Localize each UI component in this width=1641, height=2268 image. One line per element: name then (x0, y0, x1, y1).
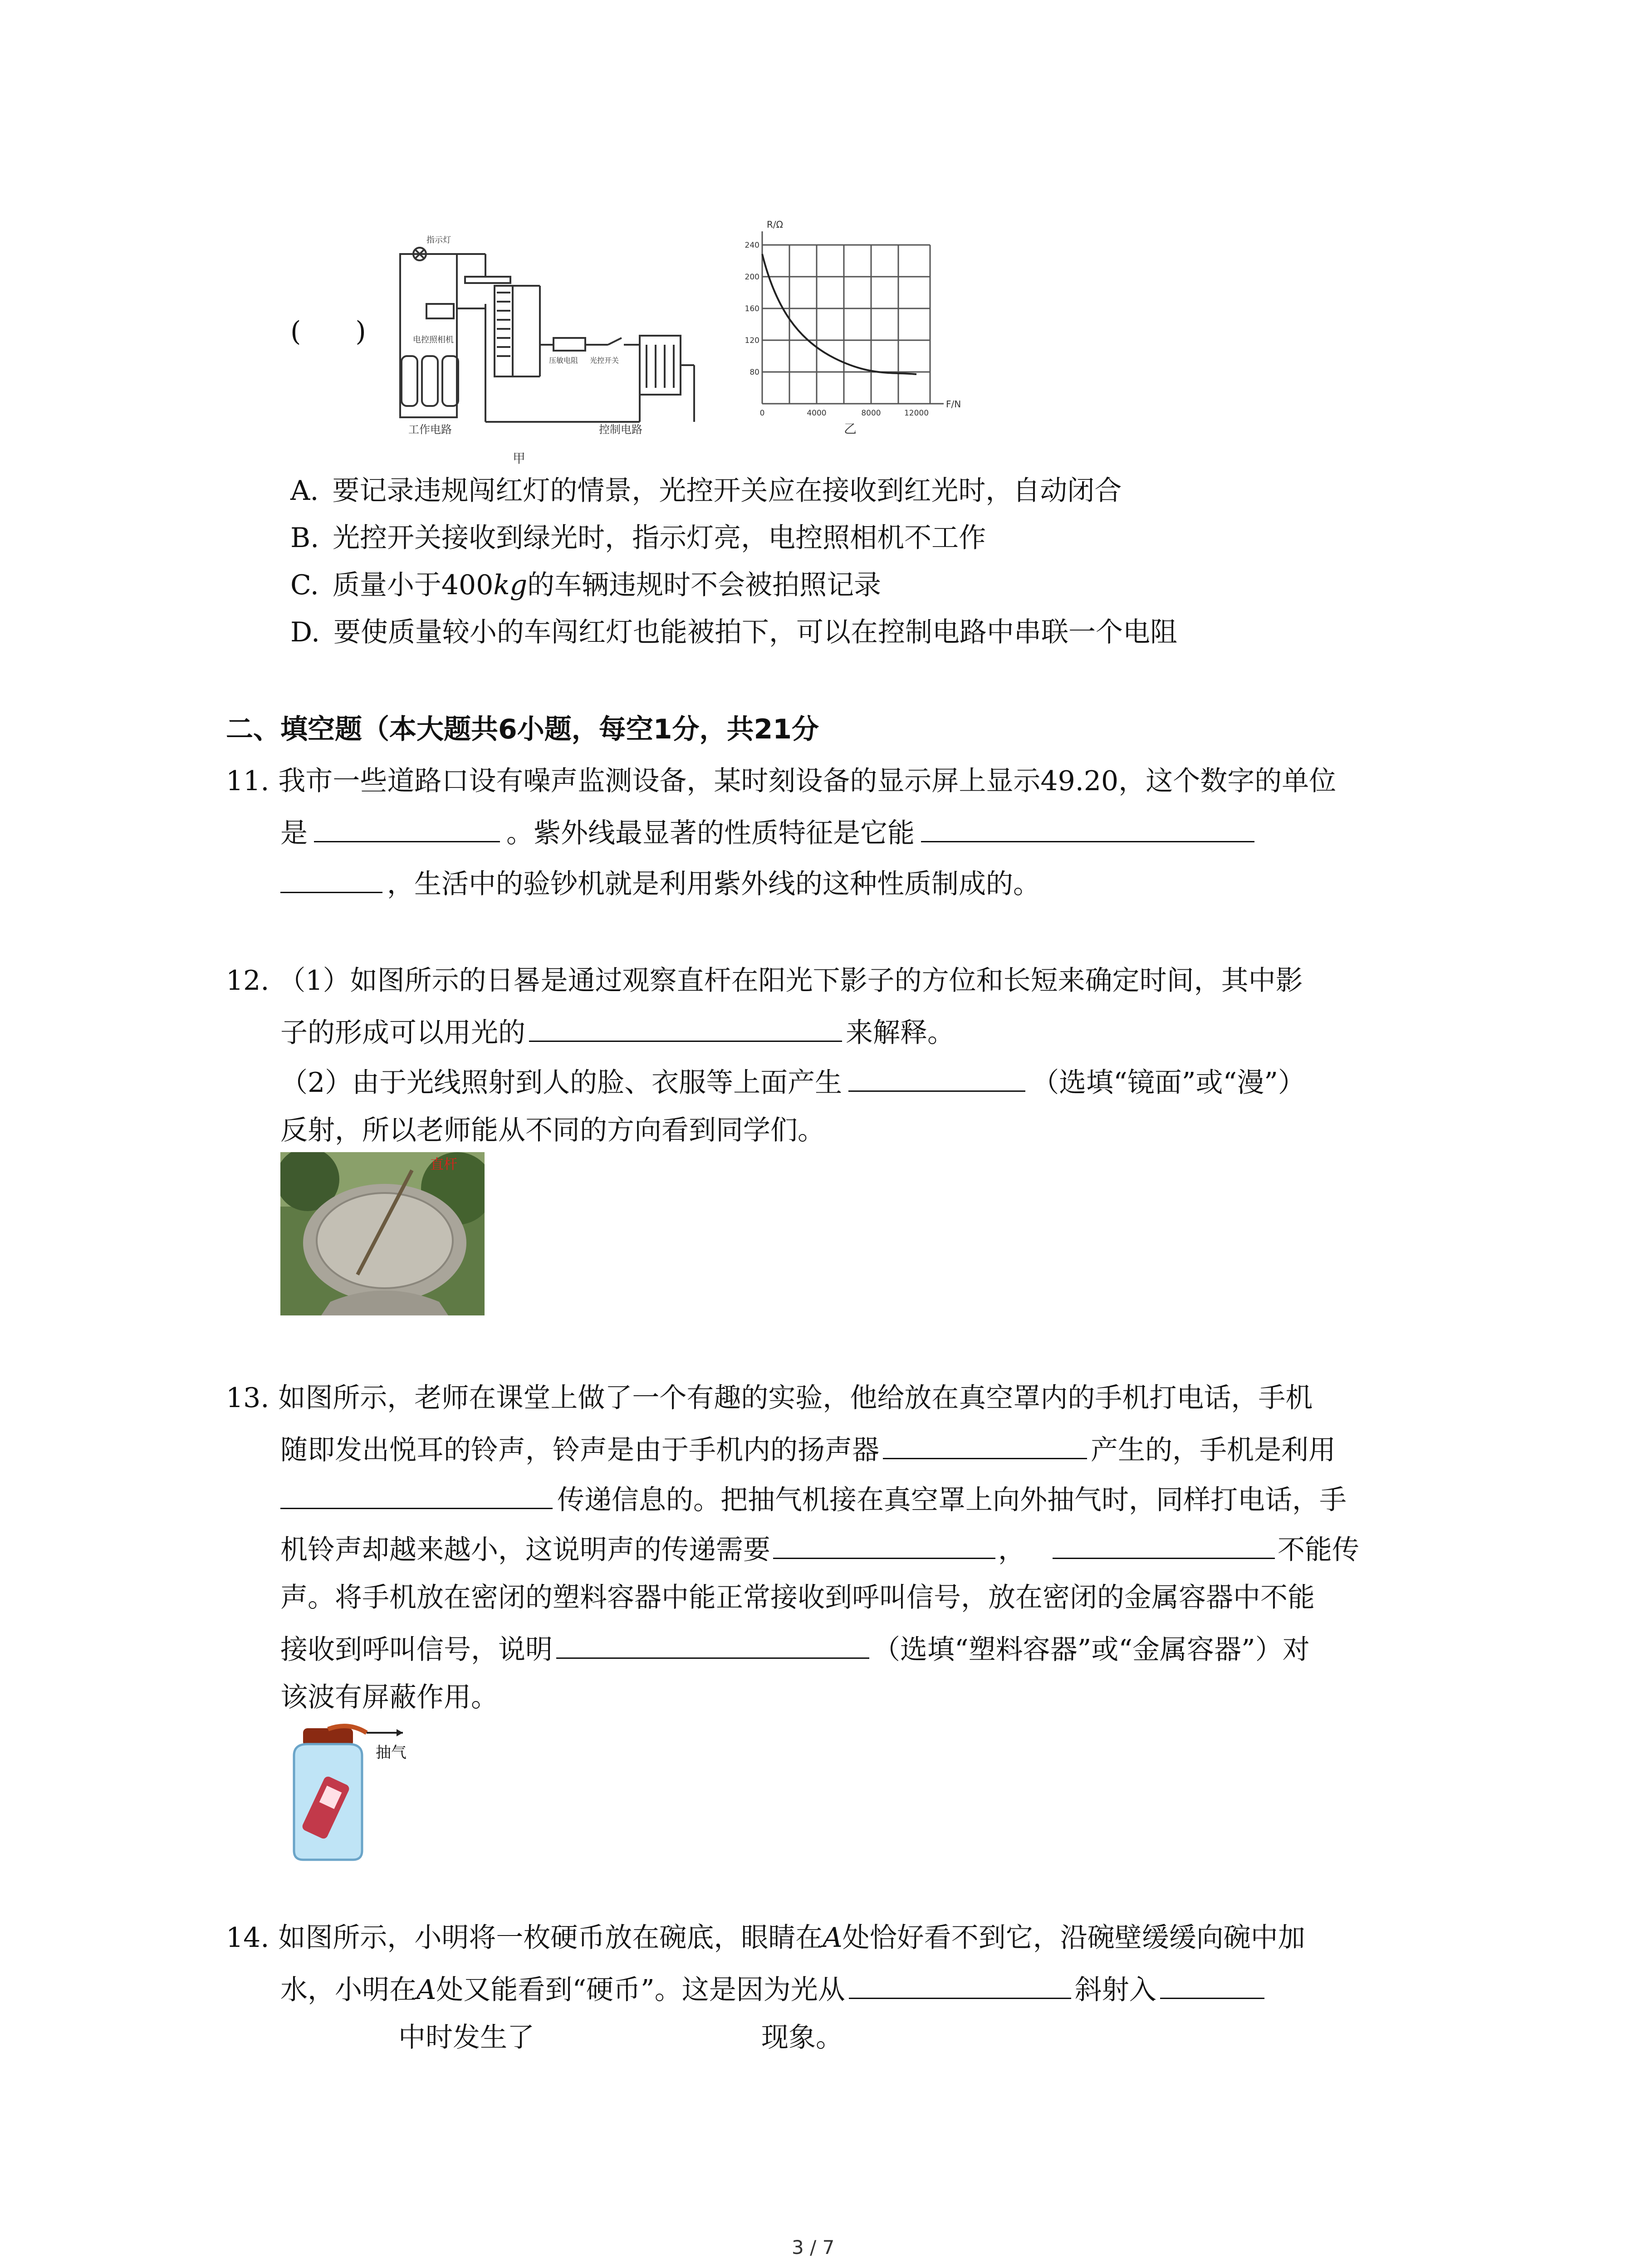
q11-blank-2-cont[interactable] (280, 865, 382, 893)
section-title: 二、填空题（本大题共6小题，每空1分，共21分 (226, 714, 819, 745)
y-tick-label: 80 (749, 368, 759, 377)
q12-line2: 子的形成可以用光的 来解释。 (280, 1014, 955, 1049)
y-tick-label: 160 (745, 304, 759, 313)
vacuum-jar-figure (280, 1724, 453, 1864)
x-tick-label: 0 (759, 409, 765, 418)
q14-blank-2[interactable] (1160, 1971, 1264, 1999)
x-axis-unit: F/N (946, 399, 961, 410)
q13-line2: 随即发出悦耳的铃声，铃声是由于手机内的扬声器 产生的，手机是利用 (280, 1432, 1336, 1466)
q13-line4: 机铃声却越来越小，这说明声的传递需要 ， 不能传 (280, 1531, 1359, 1566)
option-d: D. 要使质量较小的车闯红灯也能被拍下，可以在控制电路中串联一个电阻 (290, 616, 1178, 648)
q14-line2: 水，小明在A处又能看到“硬币”。这是因为光从 斜射入 (280, 1971, 1264, 2006)
q14-line3: 中时发生了 现象。 (398, 2022, 843, 2053)
q13-line3: 传递信息的。把抽气机接在真空罩上向外抽气时，同样打电话，手 (280, 1481, 1347, 1516)
q13-blank-1[interactable] (883, 1432, 1087, 1459)
page-number: 3 / 7 (792, 2236, 835, 2258)
q12-line4: 反射，所以老师能从不同的方向看到同学们。 (280, 1114, 825, 1146)
pressure-resistor-label: 压敏电阻 (549, 356, 578, 365)
q11-blank-1[interactable] (314, 815, 500, 842)
rod-label: 直杆 (430, 1157, 457, 1173)
q11-blank-2[interactable] (921, 815, 1254, 842)
pump-label: 抽气 (376, 1744, 407, 1762)
sundial-photo (280, 1152, 485, 1315)
control-circuit-label: 控制电路 (599, 423, 642, 436)
q13-line1: 13. 如图所示，老师在课堂上做了一个有趣的实验，他给放在真空罩内的手机打电话，手机 (226, 1382, 1313, 1414)
q13-blank-4[interactable] (1053, 1531, 1275, 1559)
x-tick-label: 8000 (861, 409, 881, 418)
figure-yi-caption: 乙 (844, 421, 857, 436)
q13-blank-5[interactable] (556, 1631, 869, 1659)
x-tick-label: 12000 (904, 409, 929, 418)
option-c: C. 质量小于400kg的车辆违规时不会被拍照记录 (290, 569, 882, 601)
x-tick-label: 4000 (807, 409, 827, 418)
q13-blank-3[interactable] (773, 1531, 995, 1559)
q13-line6: 接收到呼叫信号，说明 （选填“塑料容器”或“金属容器”）对 (280, 1631, 1310, 1666)
y-tick-label: 240 (745, 241, 759, 250)
figure-jia-caption: 甲 (513, 451, 526, 466)
answer-bracket: ( ) (290, 316, 366, 347)
q13-line7: 该波有屏蔽作用。 (280, 1681, 498, 1713)
q12-line3: （2）由于光线照射到人的脸、衣服等上面产生 （选填“镜面”或“漫”） (280, 1064, 1305, 1099)
q13-line5: 声。将手机放在密闭的塑料容器中能正常接收到呼叫信号，放在密闭的金属容器中不能 (280, 1582, 1315, 1613)
q12-blank-2[interactable] (848, 1064, 1025, 1092)
circuit-diagram (395, 222, 726, 467)
q12-blank-1[interactable] (529, 1014, 842, 1042)
q13-blank-2[interactable] (280, 1481, 553, 1509)
lamp-label: 指示灯 (426, 235, 451, 245)
q14-blank-1[interactable] (849, 1971, 1071, 1999)
y-tick-label: 120 (745, 336, 759, 345)
q11-line3: ，生活中的验钞机就是利用紫外线的这种性质制成的。 (280, 865, 1040, 900)
resistance-force-graph (744, 218, 962, 440)
y-tick-label: 200 (745, 273, 759, 282)
q12-line1: 12. （1）如图所示的日晷是通过观察直杆在阳光下影子的方位和长短来确定时间，其中影 (226, 965, 1303, 997)
option-b: B. 光控开关接收到绿光时，指示灯亮，电控照相机不工作 (290, 522, 986, 554)
camera-label: 电控照相机 (413, 335, 454, 345)
option-a: A. 要记录违规闯红灯的情景，光控开关应在接收到红光时，自动闭合 (290, 475, 1122, 507)
work-circuit-label: 工作电路 (408, 423, 452, 436)
q14-line1: 14. 如图所示，小明将一枚硬币放在碗底，眼睛在A处恰好看不到它，沿碗壁缓缓向碗中加 (226, 1922, 1305, 1954)
y-axis-unit: R/Ω (767, 219, 783, 230)
q11-line1: 11. 我市一些道路口设有噪声监测设备，某时刻设备的显示屏上显示49.20，这个数字的单位 (226, 765, 1337, 797)
q11-line2: 是 。紫外线最显著的性质特征是它能 (280, 815, 1254, 850)
light-switch-label: 光控开关 (590, 356, 619, 365)
